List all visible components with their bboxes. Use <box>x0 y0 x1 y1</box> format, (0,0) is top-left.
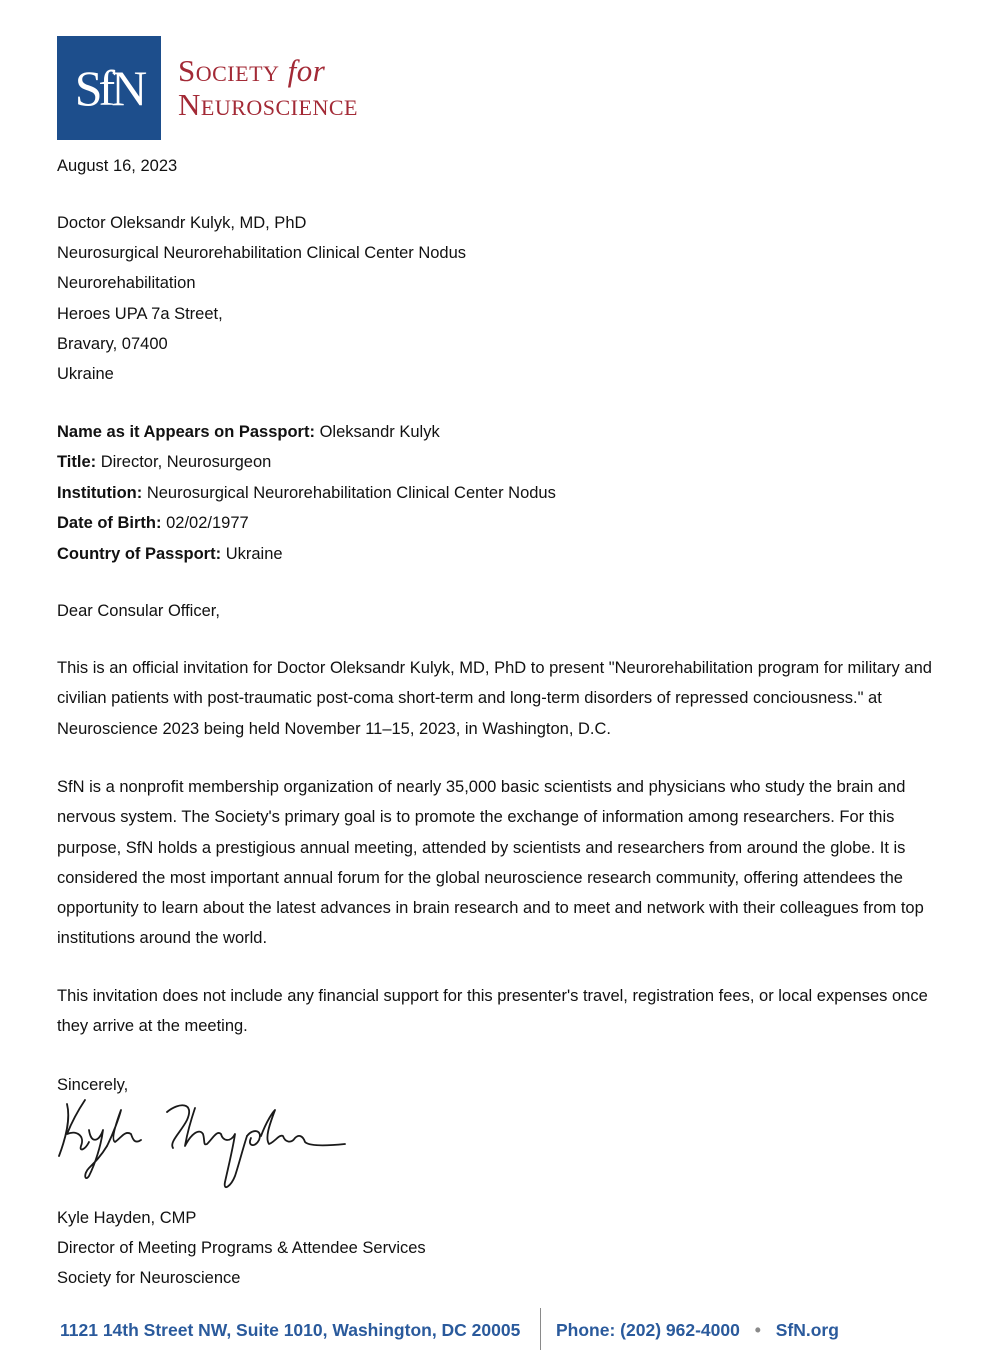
field-title <box>57 451 271 473</box>
field-value: Director, Neurosurgeon <box>100 453 272 471</box>
signer-title: Director of Meeting Programs & Attendee Services <box>57 1239 426 1257</box>
recipient-institution: Neurosurgical Neurorehabilitation Clinical Center Nodus <box>57 244 467 262</box>
recipient-street: Heroes UPA 7a Street, <box>57 305 223 323</box>
logo-mark-text: SfN <box>74 60 144 116</box>
field-institution <box>57 482 556 504</box>
field-value: Oleksandr Kulyk <box>319 423 440 441</box>
field-label: Country of Passport: <box>57 545 222 563</box>
paragraph-financial-disclaimer: This invitation does not include any financial support for this presenter's travel, registration fees, or local expenses once they arrive at the meeting. <box>57 987 928 1036</box>
field-label: Name as it Appears on Passport: <box>57 423 315 441</box>
sfn-logo <box>57 36 358 140</box>
logo-line-1 <box>178 54 358 88</box>
field-passport-country <box>57 543 283 565</box>
field-value: 02/02/1977 <box>166 514 249 532</box>
letter-date: August 16, 2023 <box>57 157 178 175</box>
field-passport-name <box>57 421 440 443</box>
recipient-country: Ukraine <box>57 365 114 383</box>
footer-phone: Phone: (202) 962-4000 <box>556 1320 740 1340</box>
footer-contact <box>556 1320 839 1341</box>
footer-website-link[interactable]: SfN.org <box>775 1320 839 1340</box>
field-value: Ukraine <box>225 545 283 563</box>
paragraph-about-sfn: SfN is a nonprofit membership organization of nearly 35,000 basic scientists and physicians who study the brain and nervous system. The Society's primary goal is to promote the exchange of information among researchers. For this purpose, SfN holds a prestigious annual meeting, attended by scientists and researchers from around the globe. It is considered the most important annual forum for the global neuroscience research community, offering attendees the opportunity to learn about the latest advances in brain research and to meet and network with their colleagues from top institutions around the world. <box>57 778 924 948</box>
logo-wordmark <box>178 54 358 122</box>
footer-address: 1121 14th Street NW, Suite 1010, Washington, DC 20005 <box>60 1320 521 1340</box>
signer-name: Kyle Hayden, CMP <box>57 1209 197 1227</box>
recipient-city: Bravary, 07400 <box>57 335 168 353</box>
footer-divider <box>540 1308 541 1350</box>
field-label: Institution: <box>57 484 143 502</box>
logo-line-2: Neuroscience <box>178 87 358 122</box>
recipient-department: Neurorehabilitation <box>57 274 196 292</box>
logo-word-for: for <box>287 53 326 88</box>
salutation: Dear Consular Officer, <box>57 602 220 620</box>
field-label: Date of Birth: <box>57 514 162 532</box>
field-label: Title: <box>57 453 97 471</box>
field-value: Neurosurgical Neurorehabilitation Clinical Center Nodus <box>146 484 556 502</box>
signer-organization: Society for Neuroscience <box>57 1269 241 1287</box>
sfn-logo-mark <box>57 36 161 140</box>
handwritten-signature <box>55 1090 355 1200</box>
recipient-name: Doctor Oleksandr Kulyk, MD, PhD <box>57 214 307 232</box>
footer-bullet: • <box>754 1320 761 1340</box>
closing: Sincerely, <box>57 1076 129 1094</box>
field-date-of-birth <box>57 512 249 534</box>
paragraph-invitation: This is an official invitation for Doctor Oleksandr Kulyk, MD, PhD to present "Neurorehabilitation program for military and civilian patients with post-traumatic post-coma short-term and long-term disorders of repressed conciousness." at Neuroscience 2023 being held November 11–15, 2023, in Washington, D.C. <box>57 659 932 738</box>
logo-word-society: Society <box>178 53 280 88</box>
